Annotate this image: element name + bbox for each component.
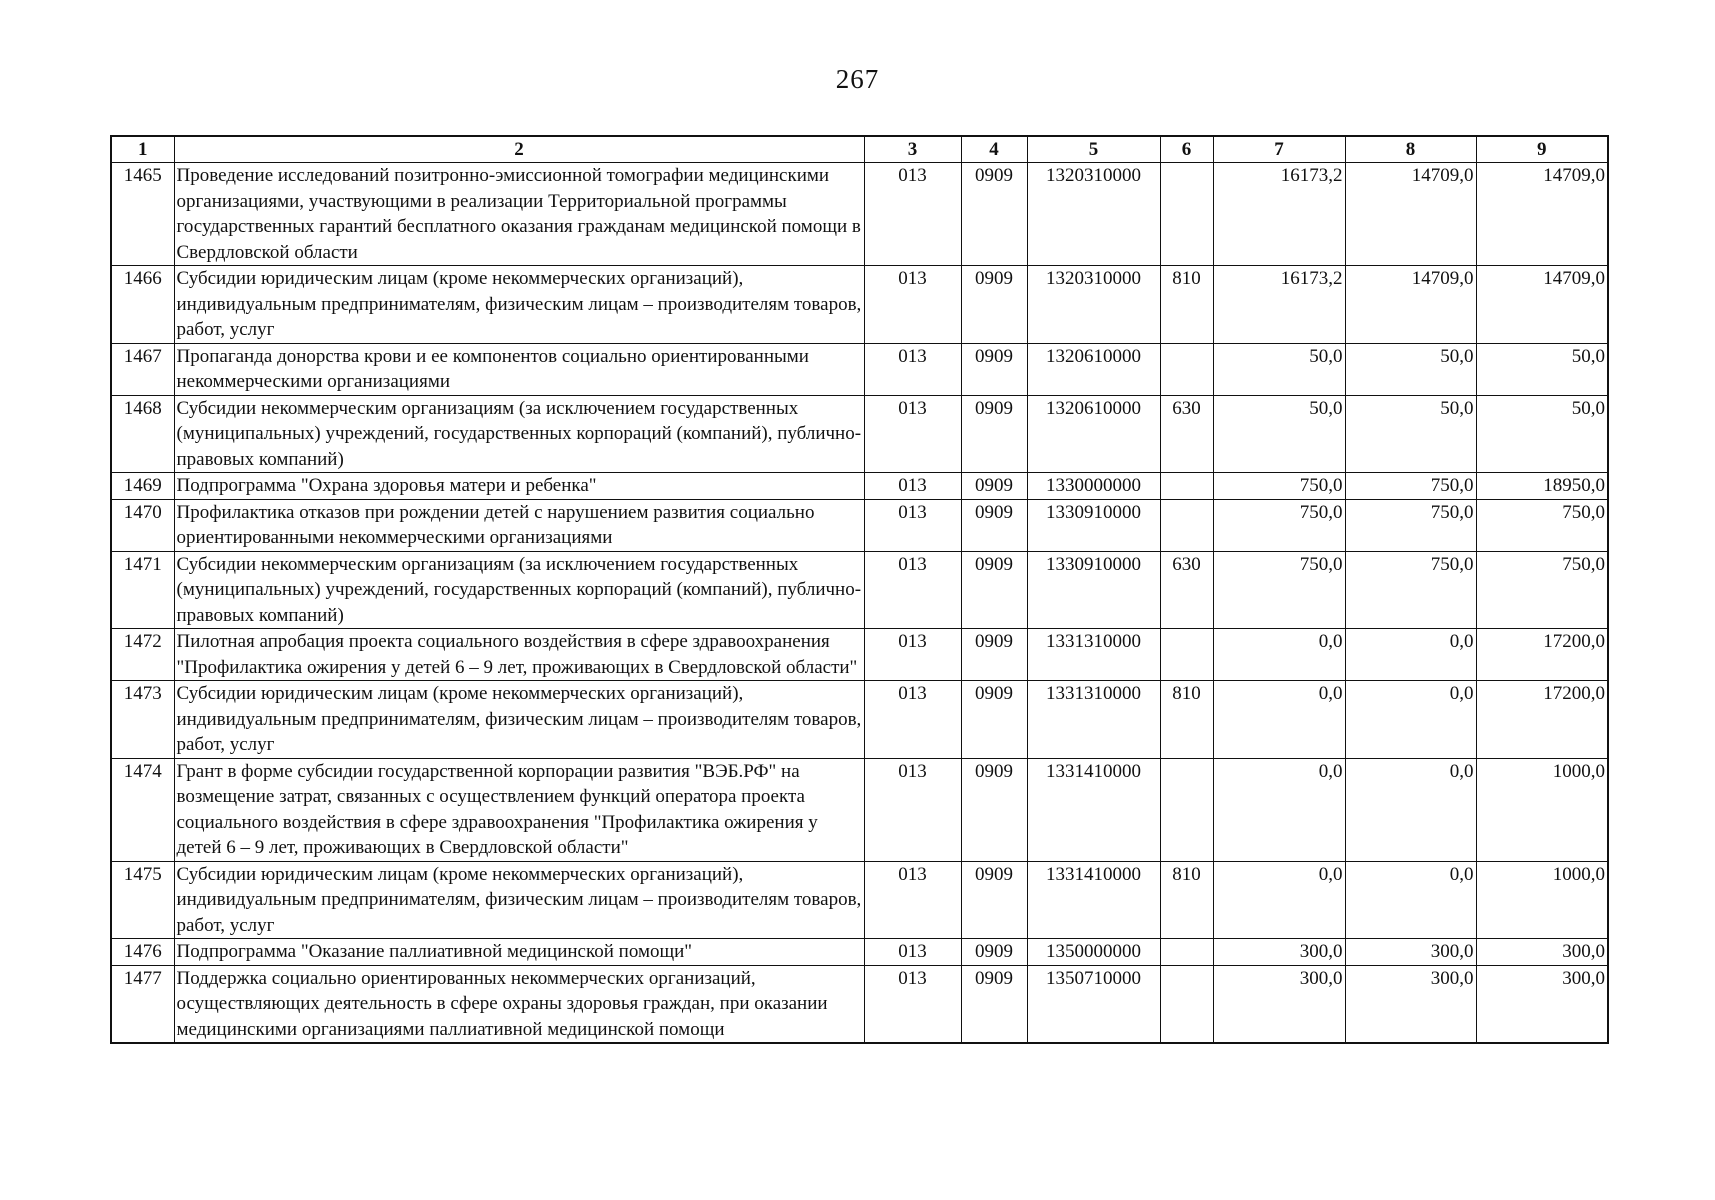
row-amount-col8: 14709,0: [1345, 266, 1476, 344]
row-target-code: 1331310000: [1027, 681, 1160, 759]
row-number: 1465: [111, 163, 174, 266]
row-department-code: 013: [864, 266, 961, 344]
row-expense-type: [1160, 343, 1213, 395]
row-expense-type: [1160, 939, 1213, 966]
row-target-code: 1320610000: [1027, 395, 1160, 473]
row-number: 1467: [111, 343, 174, 395]
row-amount-col8: 750,0: [1345, 473, 1476, 500]
row-section-code: 0909: [961, 473, 1027, 500]
row-amount-col7: 50,0: [1213, 343, 1345, 395]
table-row: [111, 629, 1608, 681]
table-row: [111, 681, 1608, 759]
row-amount-col9: 750,0: [1476, 499, 1608, 551]
row-section-code: 0909: [961, 861, 1027, 939]
row-name: Профилактика отказов при рождении детей с нарушением развития социально ориентированными некоммерческими организациями: [174, 499, 864, 551]
row-expense-type: 630: [1160, 551, 1213, 629]
row-number: 1474: [111, 758, 174, 861]
row-amount-col7: 0,0: [1213, 861, 1345, 939]
row-number: 1466: [111, 266, 174, 344]
budget-table: [110, 135, 1609, 1044]
row-expense-type: 810: [1160, 681, 1213, 759]
row-amount-col9: 50,0: [1476, 343, 1608, 395]
row-department-code: 013: [864, 473, 961, 500]
table-row: [111, 473, 1608, 500]
row-amount-col9: 18950,0: [1476, 473, 1608, 500]
row-number: 1475: [111, 861, 174, 939]
row-expense-type: [1160, 473, 1213, 500]
row-target-code: 1320310000: [1027, 163, 1160, 266]
row-name: Субсидии юридическим лицам (кроме некоммерческих организаций), индивидуальным предпринимателям, физическим лицам – производителям товаров, работ, услуг: [174, 266, 864, 344]
row-expense-type: [1160, 965, 1213, 1043]
row-number: 1477: [111, 965, 174, 1043]
row-amount-col7: 300,0: [1213, 965, 1345, 1043]
row-amount-col7: 0,0: [1213, 758, 1345, 861]
table-body: [111, 163, 1608, 1044]
row-amount-col9: 1000,0: [1476, 861, 1608, 939]
row-section-code: 0909: [961, 551, 1027, 629]
table-row: [111, 499, 1608, 551]
row-amount-col8: 0,0: [1345, 681, 1476, 759]
row-target-code: 1330910000: [1027, 551, 1160, 629]
col-header-1: 1: [111, 136, 174, 163]
row-department-code: 013: [864, 551, 961, 629]
row-amount-col7: 300,0: [1213, 939, 1345, 966]
row-amount-col8: 750,0: [1345, 551, 1476, 629]
row-target-code: 1331410000: [1027, 861, 1160, 939]
row-amount-col8: 750,0: [1345, 499, 1476, 551]
row-name: Грант в форме субсидии государственной корпорации развития "ВЭБ.РФ" на возмещение затрат, связанных с осуществлением функций оператора проекта социального воздействия в сфере здравоохранения "Профилактика ожирения у детей 6 – 9 лет, проживающих в Свердловской области": [174, 758, 864, 861]
row-name: Пилотная апробация проекта социального воздействия в сфере здравоохранения "Профилактика ожирения у детей 6 – 9 лет, проживающих в Свердловской области": [174, 629, 864, 681]
row-target-code: 1331410000: [1027, 758, 1160, 861]
col-header-9: 9: [1476, 136, 1608, 163]
row-amount-col9: 50,0: [1476, 395, 1608, 473]
col-header-2: 2: [174, 136, 864, 163]
row-name: Субсидии некоммерческим организациям (за исключением государственных (муниципальных) учреждений, государственных корпораций (компаний), публично-правовых компаний): [174, 395, 864, 473]
row-amount-col8: 0,0: [1345, 629, 1476, 681]
row-amount-col8: 300,0: [1345, 939, 1476, 966]
row-expense-type: 810: [1160, 266, 1213, 344]
row-department-code: 013: [864, 861, 961, 939]
row-number: 1471: [111, 551, 174, 629]
row-amount-col8: 50,0: [1345, 343, 1476, 395]
row-section-code: 0909: [961, 163, 1027, 266]
table-row: [111, 965, 1608, 1043]
row-amount-col8: 300,0: [1345, 965, 1476, 1043]
row-name: Субсидии некоммерческим организациям (за исключением государственных (муниципальных) учреждений, государственных корпораций (компаний), публично-правовых компаний): [174, 551, 864, 629]
row-name: Субсидии юридическим лицам (кроме некоммерческих организаций), индивидуальным предпринимателям, физическим лицам – производителям товаров, работ, услуг: [174, 861, 864, 939]
row-expense-type: [1160, 758, 1213, 861]
row-department-code: 013: [864, 758, 961, 861]
row-amount-col8: 0,0: [1345, 861, 1476, 939]
row-amount-col9: 300,0: [1476, 939, 1608, 966]
table-row: [111, 395, 1608, 473]
col-header-3: 3: [864, 136, 961, 163]
row-amount-col9: 1000,0: [1476, 758, 1608, 861]
row-expense-type: 810: [1160, 861, 1213, 939]
row-target-code: 1320310000: [1027, 266, 1160, 344]
row-name: Проведение исследований позитронно-эмиссионной томографии медицинскими организациями, участвующими в реализации Территориальной программы государственных гарантий бесплатного оказания гражданам медицинской помощи в Свердловской области: [174, 163, 864, 266]
table-row: [111, 758, 1608, 861]
table-row: [111, 939, 1608, 966]
row-amount-col9: 14709,0: [1476, 163, 1608, 266]
row-department-code: 013: [864, 343, 961, 395]
row-amount-col8: 50,0: [1345, 395, 1476, 473]
row-target-code: 1331310000: [1027, 629, 1160, 681]
row-name: Подпрограмма "Оказание паллиативной медицинской помощи": [174, 939, 864, 966]
row-amount-col9: 750,0: [1476, 551, 1608, 629]
row-amount-col9: 17200,0: [1476, 629, 1608, 681]
table-row: [111, 266, 1608, 344]
row-target-code: 1330000000: [1027, 473, 1160, 500]
row-expense-type: [1160, 629, 1213, 681]
row-department-code: 013: [864, 499, 961, 551]
row-amount-col7: 750,0: [1213, 551, 1345, 629]
header-row: [111, 136, 1608, 163]
row-name: Субсидии юридическим лицам (кроме некоммерческих организаций), индивидуальным предпринимателям, физическим лицам – производителям товаров, работ, услуг: [174, 681, 864, 759]
col-header-4: 4: [961, 136, 1027, 163]
table-row: [111, 861, 1608, 939]
page-number: 267: [835, 64, 880, 94]
row-amount-col9: 300,0: [1476, 965, 1608, 1043]
row-section-code: 0909: [961, 629, 1027, 681]
row-number: 1470: [111, 499, 174, 551]
row-section-code: 0909: [961, 965, 1027, 1043]
row-expense-type: [1160, 499, 1213, 551]
row-amount-col7: 16173,2: [1213, 266, 1345, 344]
row-target-code: 1320610000: [1027, 343, 1160, 395]
row-target-code: 1330910000: [1027, 499, 1160, 551]
row-department-code: 013: [864, 965, 961, 1043]
table-row: [111, 163, 1608, 266]
col-header-7: 7: [1213, 136, 1345, 163]
table-row: [111, 551, 1608, 629]
row-section-code: 0909: [961, 266, 1027, 344]
row-expense-type: [1160, 163, 1213, 266]
row-amount-col7: 750,0: [1213, 499, 1345, 551]
row-amount-col8: 14709,0: [1345, 163, 1476, 266]
row-name: Подпрограмма "Охрана здоровья матери и ребенка": [174, 473, 864, 500]
row-amount-col9: 17200,0: [1476, 681, 1608, 759]
col-header-5: 5: [1027, 136, 1160, 163]
row-section-code: 0909: [961, 343, 1027, 395]
row-amount-col9: 14709,0: [1476, 266, 1608, 344]
row-department-code: 013: [864, 681, 961, 759]
row-amount-col7: 50,0: [1213, 395, 1345, 473]
row-amount-col8: 0,0: [1345, 758, 1476, 861]
col-header-6: 6: [1160, 136, 1213, 163]
row-number: 1473: [111, 681, 174, 759]
row-department-code: 013: [864, 629, 961, 681]
row-amount-col7: 16173,2: [1213, 163, 1345, 266]
row-section-code: 0909: [961, 939, 1027, 966]
row-department-code: 013: [864, 395, 961, 473]
row-section-code: 0909: [961, 758, 1027, 861]
row-target-code: 1350710000: [1027, 965, 1160, 1043]
row-number: 1469: [111, 473, 174, 500]
row-target-code: 1350000000: [1027, 939, 1160, 966]
row-department-code: 013: [864, 163, 961, 266]
row-section-code: 0909: [961, 499, 1027, 551]
row-section-code: 0909: [961, 395, 1027, 473]
row-number: 1476: [111, 939, 174, 966]
row-department-code: 013: [864, 939, 961, 966]
row-amount-col7: 0,0: [1213, 629, 1345, 681]
row-name: Пропаганда донорства крови и ее компонентов социально ориентированными некоммерческими организациями: [174, 343, 864, 395]
row-number: 1472: [111, 629, 174, 681]
row-section-code: 0909: [961, 681, 1027, 759]
table-row: [111, 343, 1608, 395]
row-amount-col7: 750,0: [1213, 473, 1345, 500]
row-amount-col7: 0,0: [1213, 681, 1345, 759]
row-name: Поддержка социально ориентированных некоммерческих организаций, осуществляющих деятельность в сфере охраны здоровья граждан, при оказании медицинскими организациями паллиативной медицинской помощи: [174, 965, 864, 1043]
col-header-8: 8: [1345, 136, 1476, 163]
row-expense-type: 630: [1160, 395, 1213, 473]
row-number: 1468: [111, 395, 174, 473]
